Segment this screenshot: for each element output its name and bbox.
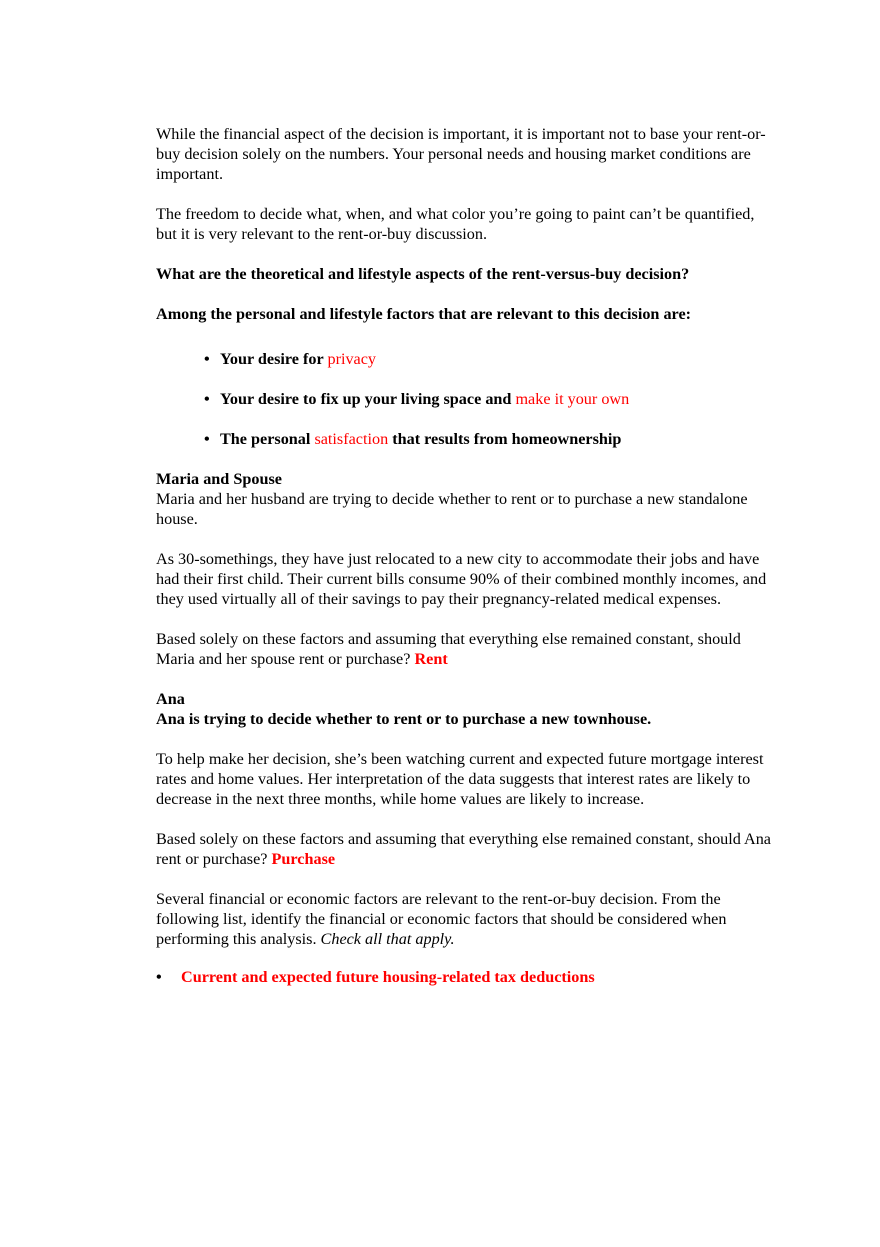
financial-instruction: Check all that apply. bbox=[320, 930, 455, 948]
ana-question bbox=[156, 829, 776, 869]
factor-text: The personal bbox=[220, 430, 315, 448]
document-content bbox=[156, 124, 776, 987]
maria-question-text: Based solely on these factors and assuming that everything else remained constant, should Maria and her spouse rent or purchase? bbox=[156, 630, 741, 668]
factor-make-it-your-own bbox=[204, 389, 776, 409]
financial-options-list bbox=[156, 967, 776, 987]
maria-paragraph-1: Maria and her husband are trying to decide whether to rent or to purchase a new standalone house. bbox=[156, 490, 748, 528]
factor-privacy bbox=[204, 349, 776, 369]
maria-question bbox=[156, 629, 776, 669]
ana-paragraph-1: To help make her decision, she’s been watching current and expected future mortgage interest rates and home values. Her interpretation of the data suggests that interest rates are likely to decrease in the next three months, while home values are likely to increase. bbox=[156, 750, 764, 808]
option-tax-deductions: • Current and expected future housing-related tax deductions bbox=[156, 967, 776, 987]
factor-answer: satisfaction bbox=[314, 430, 389, 448]
factor-answer: make it your own bbox=[515, 390, 630, 408]
maria-paragraph-2: As 30-somethings, they have just relocated to a new city to accommodate their jobs and have had their first child. Their current bills consume 90% of their combined monthly incomes, and they used virtually all of their savings to pay their pregnancy-related medical expenses. bbox=[156, 550, 767, 608]
question-personal-factors: Among the personal and lifestyle factors that are relevant to this decision are: bbox=[156, 305, 692, 323]
ana-question-text: Based solely on these factors and assuming that everything else remained constant, should Ana rent or purchase? bbox=[156, 830, 771, 868]
question-lifestyle-aspects: What are the theoretical and lifestyle aspects of the rent-versus-buy decision? bbox=[156, 265, 690, 283]
ana-subtitle: Ana is trying to decide whether to rent or to purchase a new townhouse. bbox=[156, 710, 652, 728]
financial-prompt-text: Several financial or economic factors are relevant to the rent-or-buy decision. From the following list, identify the financial or economic factors that should be considered when performing this analysis. bbox=[156, 890, 727, 948]
factor-text: Your desire for bbox=[220, 350, 328, 368]
maria-answer: Rent bbox=[414, 650, 448, 668]
factor-satisfaction bbox=[204, 429, 776, 449]
ana-section-title: Ana bbox=[156, 690, 185, 708]
financial-factors-prompt bbox=[156, 889, 776, 949]
factor-answer: privacy bbox=[327, 350, 377, 368]
factor-text-after: that results from homeownership bbox=[388, 430, 622, 448]
intro-paragraph-2: The freedom to decide what, when, and what color you’re going to paint can’t be quantified, but it is very relevant to the rent-or-buy discussion. bbox=[156, 205, 755, 243]
lifestyle-factors-list bbox=[156, 349, 776, 449]
factor-text: Your desire to fix up your living space and bbox=[220, 390, 516, 408]
maria-section-title: Maria and Spouse bbox=[156, 470, 282, 488]
ana-answer: Purchase bbox=[271, 850, 336, 868]
intro-paragraph-1: While the financial aspect of the decision is important, it is important not to base your rent-or-buy decision solely on the numbers. Your personal needs and housing market conditions are important. bbox=[156, 125, 766, 183]
